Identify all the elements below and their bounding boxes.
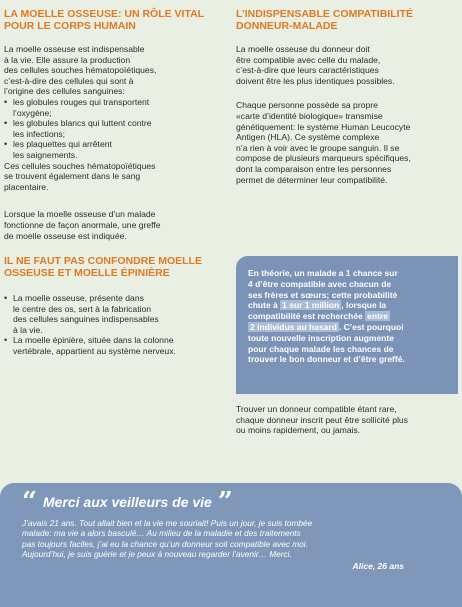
left-column: [4, 8, 222, 357]
donor-rarity-paragraph: Trouver un donneur compatible étant rare, chaque donneur inscrit peut être sollicité plus ou moins rapidement, ou jamais.: [236, 404, 408, 436]
section-title-ne-pas-confondre: IL NE FAUT PAS CONFONDRE MOELLE OSSEUSE ET MOELLE ÉPINIÈRE: [4, 255, 202, 280]
list-item: • La moelle osseuse, présente dans le centre des os, sert à la fabrication des cellules sanguines indispensables à la vie.: [4, 293, 222, 335]
testimonial-header: [22, 487, 444, 517]
probability-info-box: En théorie, un malade a 1 chance sur 4 d’être compatible avec chacun de ses frères et sœurs; cette probabilité chute à 1 sur 1 million , lorsque la compatibilité est recherchée entre 2 individus au hasard . C’est pourquoi toute nouvelle inscription augmente pour chaque malade les chances de trouver le bon donneur et d’être greffé.: [236, 256, 458, 394]
testimonial-box: [0, 483, 462, 607]
moelle-comparison-list: [4, 293, 222, 357]
list-item: • les globules rouges qui transportent l’oxygène;: [4, 97, 222, 118]
testimonial-title: Merci aux veilleurs de vie: [42, 494, 212, 510]
section-title-role-vital: LA MOELLE OSSEUSE: UN RÔLE VITAL POUR LE CORPS HUMAIN: [4, 8, 204, 32]
blood-cells-list: [4, 97, 222, 161]
highlight-random-individuals: 2 individus au hasard: [250, 321, 337, 332]
close-quote-icon: ”: [217, 487, 233, 517]
list-item: • La moelle épinière, située dans la colonne vertébrale, appartient au système nerveux.: [4, 335, 222, 356]
testimonial-signature: Alice, 26 ans: [352, 560, 404, 571]
hla-paragraph: Chaque personne possède sa propre «carte d’identité biologique» transmise génétiquement: le système Human Leucocyte Antigen (HLA). Ce système complexe n’a rien à voir avec le groupe sanguin. Il se compose de plusieurs marqueurs spécifiques, dont la comparaison entre les personnes permet de déterminer leur compatibilité.: [236, 100, 411, 185]
intro-paragraph: La moelle osseuse est indispensable à la vie. Elle assure la production des cellules souches hématopoïétiques, c’est-à-dire des cellules qui sont à l’origine des cellules sanguines:: [4, 44, 157, 97]
open-quote-icon: “: [22, 487, 37, 517]
list-item: • les plaquettes qui arrêtent les saignements.: [4, 139, 222, 160]
section-title-compatibilite: L’INDISPENSABLE COMPATIBILITÉ DONNEUR-MALADE: [236, 8, 413, 32]
highlight-one-in-million: 1 sur 1 million: [282, 300, 340, 311]
highlight-entre: entre: [367, 311, 388, 322]
stem-cells-paragraph: Ces cellules souches hématopoïétiques se trouvent également dans le sang placentaire.: [4, 160, 156, 192]
list-item: • les globules blancs qui luttent contre les infections;: [4, 118, 222, 139]
right-column: [236, 8, 456, 185]
testimonial-text: J’avais 21 ans. Tout allait bien et la vie me souriait! Puis un jour, je suis tombée malade: ma vie a alors basculé… Au milieu de la maladie et des traitements pas toujours faciles, j’ai eu la chance qu’un donneur soit compatible avec moi. Aujourd’hui, je suis guérie et je peux à nouveau regarder l’avenir… Merci.: [22, 518, 313, 560]
compatibility-paragraph: La moelle osseuse du donneur doit être compatible avec celle du malade, c’est-à-dire que leurs caractéristiques doivent être les plus identiques possibles.: [236, 44, 395, 86]
greffe-paragraph: Lorsque la moelle osseuse d’un malade fonctionne de façon anormale, une greffe de moelle osseuse est indiquée.: [4, 209, 161, 241]
